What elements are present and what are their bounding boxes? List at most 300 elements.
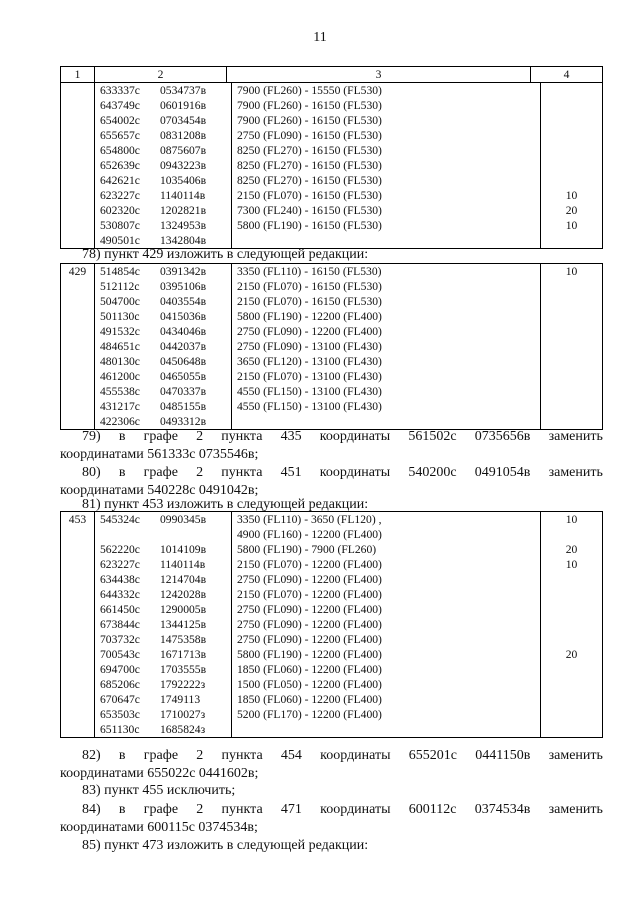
longitude: 1290005в <box>160 603 207 616</box>
word: в <box>118 748 126 763</box>
altitude-range: 2750 (FL090) - 12200 (FL400) <box>232 602 541 617</box>
coordinates-cell <box>95 309 232 324</box>
latitude: 670647с <box>100 693 140 706</box>
latitude: 530807с <box>100 219 140 232</box>
paragraph-82 <box>60 747 603 783</box>
altitude-range: 2150 (FL070) - 16150 (FL530) <box>232 188 541 203</box>
latitude: 562220с <box>100 543 140 556</box>
row-number <box>61 617 95 632</box>
row-number <box>61 158 95 173</box>
table-row <box>61 647 603 662</box>
altitude-range: 2750 (FL090) - 12200 (FL400) <box>232 572 541 587</box>
word: в <box>118 429 126 444</box>
latitude: 642621с <box>100 174 140 187</box>
altitude-range: 5800 (FL190) - 16150 (FL530) <box>232 218 541 233</box>
row-number <box>61 542 95 557</box>
latitude: 694700с <box>100 663 140 676</box>
value-cell <box>541 602 603 617</box>
coordinates-cell <box>95 264 232 280</box>
table-row <box>61 203 603 218</box>
value-cell <box>541 707 603 722</box>
coordinates-cell <box>95 647 232 662</box>
value-cell <box>541 143 603 158</box>
altitude-range: 5800 (FL190) - 12200 (FL400) <box>232 309 541 324</box>
table-row <box>61 83 603 98</box>
coordinates-cell <box>95 98 232 113</box>
paragraph-84 <box>60 801 603 837</box>
word: 435 <box>280 429 302 444</box>
row-number <box>61 203 95 218</box>
table-row <box>61 264 603 280</box>
longitude: 1035406в <box>160 174 207 187</box>
paragraph-79-line-2: координатами 561333с 0735546в; <box>60 447 259 462</box>
value-cell <box>541 692 603 707</box>
value-cell <box>541 128 603 143</box>
coordinates-cell <box>95 677 232 692</box>
altitude-range: 8250 (FL270) - 16150 (FL530) <box>232 158 541 173</box>
altitude-range: 7300 (FL240) - 16150 (FL530) <box>232 203 541 218</box>
word: графе <box>143 748 179 763</box>
longitude: 1342804в <box>160 234 207 247</box>
value-cell <box>541 632 603 647</box>
word: заменить <box>548 465 603 480</box>
longitude: 0465055в <box>160 370 207 383</box>
value-cell <box>541 98 603 113</box>
header-col-4: 4 <box>531 67 603 83</box>
coordinates-cell <box>95 279 232 294</box>
row-number <box>61 128 95 143</box>
row-number <box>61 369 95 384</box>
row-number <box>61 399 95 414</box>
paragraph-84-line-1 <box>60 801 603 819</box>
table-row <box>61 369 603 384</box>
table-row <box>61 279 603 294</box>
coordinates-cell <box>95 324 232 339</box>
longitude: 0442037в <box>160 340 207 353</box>
latitude: 461200с <box>100 370 140 383</box>
row-number <box>61 647 95 662</box>
coordinates-cell <box>95 707 232 722</box>
row-number <box>61 98 95 113</box>
row-number <box>61 83 95 98</box>
value-cell <box>541 527 603 542</box>
value-cell: 20 <box>541 542 603 557</box>
coordinates-cell <box>95 617 232 632</box>
latitude: 685206с <box>100 678 140 691</box>
word: координаты <box>320 748 391 763</box>
value-cell: 10 <box>541 512 603 528</box>
longitude: 0403554в <box>160 295 207 308</box>
coordinates-cell <box>95 203 232 218</box>
table-row <box>61 512 603 528</box>
coordinates-cell <box>95 632 232 647</box>
altitude-range: 1850 (FL060) - 12200 (FL400) <box>232 662 541 677</box>
value-cell <box>541 722 603 738</box>
row-number <box>61 587 95 602</box>
row-number <box>61 692 95 707</box>
latitude: 431217с <box>100 400 140 413</box>
coordinates-cell <box>95 572 232 587</box>
table-header <box>60 66 603 83</box>
table-row <box>61 557 603 572</box>
row-number <box>61 173 95 188</box>
latitude: 514854с <box>100 265 140 278</box>
row-number <box>61 707 95 722</box>
row-number <box>61 143 95 158</box>
word: заменить <box>548 748 603 763</box>
latitude: 501130с <box>100 310 140 323</box>
altitude-range: 2150 (FL070) - 12200 (FL400) <box>232 557 541 572</box>
table-row <box>61 677 603 692</box>
latitude: 623227с <box>100 189 140 202</box>
word: графе <box>143 429 178 444</box>
longitude: 1671713в <box>160 648 207 661</box>
table-row <box>61 128 603 143</box>
coordinates-cell <box>95 557 232 572</box>
longitude: 0703454в <box>160 114 207 127</box>
row-number <box>61 324 95 339</box>
coordinates-cell <box>95 188 232 203</box>
altitude-range: 2150 (FL070) - 16150 (FL530) <box>232 294 541 309</box>
word: пункта <box>221 802 263 817</box>
longitude: 1703555в <box>160 663 207 676</box>
row-number <box>61 384 95 399</box>
latitude: 545324с <box>100 513 140 526</box>
word: 0491054в <box>474 465 531 480</box>
header-col-1: 1 <box>61 67 95 83</box>
longitude: 0493312в <box>160 415 207 428</box>
value-cell <box>541 279 603 294</box>
value-cell: 10 <box>541 557 603 572</box>
word: 2 <box>196 429 204 444</box>
paragraph-80 <box>60 464 603 500</box>
latitude: 654800с <box>100 144 140 157</box>
table-row <box>61 113 603 128</box>
coordinates-cell <box>95 662 232 677</box>
longitude: 1344125в <box>160 618 207 631</box>
table-row <box>61 324 603 339</box>
longitude: 1710027з <box>160 708 206 721</box>
longitude: 0831208в <box>160 129 207 142</box>
value-cell <box>541 173 603 188</box>
table-row <box>61 632 603 647</box>
table-row <box>61 143 603 158</box>
longitude: 1140114в <box>160 189 206 202</box>
altitude-range: 3350 (FL110) - 16150 (FL530) <box>232 264 541 280</box>
word: 84) <box>82 802 101 817</box>
latitude: 643749с <box>100 99 140 112</box>
word: графе <box>143 802 179 817</box>
longitude: 0534737в <box>160 84 207 97</box>
word: заменить <box>548 429 603 444</box>
word: 0441150в <box>475 748 531 763</box>
longitude: 1202821в <box>160 204 207 217</box>
latitude: 602320с <box>100 204 140 217</box>
paragraph-80-line-1 <box>60 464 603 482</box>
table-row <box>61 542 603 557</box>
coordinates-cell <box>95 339 232 354</box>
latitude: 653503с <box>100 708 140 721</box>
word: 454 <box>280 748 302 763</box>
latitude: 673844с <box>100 618 140 631</box>
longitude: 1749113 <box>160 693 201 706</box>
table-row <box>61 399 603 414</box>
word: 471 <box>280 802 302 817</box>
value-cell <box>541 309 603 324</box>
latitude: 422306с <box>100 415 140 428</box>
longitude: 0943223в <box>160 159 207 172</box>
coordinates-cell <box>95 587 232 602</box>
word: графе <box>143 465 178 480</box>
value-cell <box>541 662 603 677</box>
longitude: 1792222з <box>160 678 206 691</box>
latitude: 623227с <box>100 558 140 571</box>
coordinates-cell <box>95 692 232 707</box>
header-col-3: 3 <box>227 67 531 83</box>
altitude-range: 2750 (FL090) - 12200 (FL400) <box>232 632 541 647</box>
latitude: 633337с <box>100 84 140 97</box>
coordinates-cell <box>95 354 232 369</box>
table-row <box>61 384 603 399</box>
paragraph-81: 81) пункт 453 изложить в следующей редакции: <box>82 497 369 512</box>
latitude: 652639с <box>100 159 140 172</box>
word: 561502с <box>408 429 457 444</box>
table-row <box>61 173 603 188</box>
longitude: 0415036в <box>160 310 207 323</box>
row-number <box>61 722 95 738</box>
word: пункта <box>221 429 263 444</box>
coordinates-cell <box>95 113 232 128</box>
value-cell <box>541 83 603 98</box>
longitude: 0470337в <box>160 385 207 398</box>
word: 2 <box>196 465 204 480</box>
latitude: 644332с <box>100 588 140 601</box>
word: 82) <box>82 748 101 763</box>
latitude: 703732с <box>100 633 140 646</box>
latitude: 484651с <box>100 340 140 353</box>
coordinates-cell <box>95 369 232 384</box>
table-row <box>61 309 603 324</box>
coordinates-cell <box>95 173 232 188</box>
table-row <box>61 602 603 617</box>
value-cell <box>541 354 603 369</box>
longitude: 1242028в <box>160 588 207 601</box>
altitude-range: 7900 (FL260) - 15550 (FL530) <box>232 83 541 98</box>
longitude: 1685824з <box>160 723 206 736</box>
value-cell <box>541 677 603 692</box>
latitude: 504700с <box>100 295 140 308</box>
row-number <box>61 218 95 233</box>
word: 655201с <box>408 748 458 763</box>
row-number <box>61 557 95 572</box>
altitude-range: 4550 (FL150) - 13100 (FL430) <box>232 399 541 414</box>
longitude: 0434046в <box>160 325 207 338</box>
table-row <box>61 188 603 203</box>
header-col-2: 2 <box>95 67 227 83</box>
table-row <box>61 527 603 542</box>
altitude-range: 5800 (FL190) - 7900 (FL260) <box>232 542 541 557</box>
row-number <box>61 602 95 617</box>
table-row <box>61 218 603 233</box>
value-cell <box>541 384 603 399</box>
row-number <box>61 339 95 354</box>
word: пункта <box>221 748 263 763</box>
coordinates-cell <box>95 512 232 528</box>
row-number <box>61 572 95 587</box>
latitude: 480130с <box>100 355 140 368</box>
row-number <box>61 279 95 294</box>
row-number <box>61 662 95 677</box>
longitude: 0450648в <box>160 355 207 368</box>
row-number <box>61 527 95 542</box>
coordinates-cell <box>95 143 232 158</box>
latitude: 654002с <box>100 114 140 127</box>
latitude: 651130с <box>100 723 140 736</box>
value-cell <box>541 399 603 414</box>
paragraph-78: 78) пункт 429 изложить в следующей редакции: <box>82 247 369 262</box>
altitude-range: 3650 (FL120) - 13100 (FL430) <box>232 354 541 369</box>
latitude: 700543с <box>100 648 140 661</box>
altitude-range: 7900 (FL260) - 16150 (FL530) <box>232 113 541 128</box>
value-cell <box>541 369 603 384</box>
word: 79) <box>82 429 101 444</box>
row-number <box>61 188 95 203</box>
longitude: 0990345в <box>160 513 207 526</box>
coordinates-cell <box>95 83 232 98</box>
table-row <box>61 98 603 113</box>
coordinates-cell <box>95 218 232 233</box>
page-number: 11 <box>313 30 327 45</box>
table-row <box>61 722 603 738</box>
row-number <box>61 294 95 309</box>
coordinates-table-1 <box>60 83 603 249</box>
paragraph-83: 83) пункт 455 исключить; <box>82 783 236 798</box>
paragraph-80-line-2: координатами 540228с 0491042в; <box>60 483 259 498</box>
word: 451 <box>280 465 302 480</box>
latitude: 512112с <box>100 280 140 293</box>
coordinates-cell <box>95 384 232 399</box>
latitude: 661450с <box>100 603 140 616</box>
paragraph-84-line-2: координатами 600115с 0374534в; <box>60 820 258 835</box>
table-row <box>61 158 603 173</box>
altitude-range: 2150 (FL070) - 16150 (FL530) <box>232 279 541 294</box>
longitude: 1475358в <box>160 633 207 646</box>
latitude: 634438с <box>100 573 140 586</box>
value-cell: 20 <box>541 203 603 218</box>
latitude: 655657с <box>100 129 140 142</box>
value-cell: 10 <box>541 218 603 233</box>
longitude: 1214704в <box>160 573 207 586</box>
altitude-range: 7900 (FL260) - 16150 (FL530) <box>232 98 541 113</box>
row-number: 453 <box>61 512 95 528</box>
word: заменить <box>548 802 603 817</box>
word: 2 <box>196 748 204 763</box>
longitude: 0485155в <box>160 400 207 413</box>
altitude-range: 4550 (FL150) - 13100 (FL430) <box>232 384 541 399</box>
value-cell <box>541 113 603 128</box>
table-row <box>61 587 603 602</box>
altitude-range: 2150 (FL070) - 12200 (FL400) <box>232 587 541 602</box>
row-number <box>61 354 95 369</box>
altitude-range: 1850 (FL060) - 12200 (FL400) <box>232 692 541 707</box>
word: 0735656в <box>474 429 531 444</box>
coordinates-cell <box>95 602 232 617</box>
paragraph-82-line-1 <box>60 747 603 765</box>
table-row <box>61 339 603 354</box>
value-cell: 10 <box>541 188 603 203</box>
value-cell <box>541 294 603 309</box>
word: в <box>118 802 126 817</box>
word: 540200с <box>408 465 457 480</box>
altitude-range <box>232 722 541 738</box>
longitude: 0601916в <box>160 99 207 112</box>
altitude-range: 4900 (FL160) - 12200 (FL400) <box>232 527 541 542</box>
word: 2 <box>196 802 204 817</box>
value-cell <box>541 572 603 587</box>
coordinates-cell <box>95 294 232 309</box>
table-row <box>61 354 603 369</box>
value-cell: 20 <box>541 647 603 662</box>
row-number: 429 <box>61 264 95 280</box>
coordinates-cell <box>95 399 232 414</box>
table-row <box>61 617 603 632</box>
longitude: 1140114в <box>160 558 206 571</box>
value-cell <box>541 158 603 173</box>
value-cell: 10 <box>541 264 603 280</box>
paragraph-82-line-2: координатами 655022с 0441602в; <box>60 766 259 781</box>
row-number <box>61 677 95 692</box>
altitude-range: 5800 (FL190) - 12200 (FL400) <box>232 647 541 662</box>
word: 80) <box>82 465 101 480</box>
altitude-range: 2750 (FL090) - 12200 (FL400) <box>232 617 541 632</box>
table-row <box>61 692 603 707</box>
latitude: 455538с <box>100 385 140 398</box>
value-cell <box>541 339 603 354</box>
coordinates-cell <box>95 722 232 738</box>
coordinates-cell <box>95 542 232 557</box>
coordinates-table-3 <box>60 511 603 738</box>
word: координаты <box>319 429 391 444</box>
word: 0374534в <box>474 802 531 817</box>
longitude: 0395106в <box>160 280 207 293</box>
word: 600112с <box>408 802 457 817</box>
paragraph-79-line-1 <box>60 428 603 446</box>
coordinates-cell <box>95 128 232 143</box>
latitude: 491532с <box>100 325 140 338</box>
value-cell <box>541 324 603 339</box>
altitude-range: 3350 (FL110) - 3650 (FL120) , <box>232 512 541 528</box>
table-row <box>61 707 603 722</box>
altitude-range: 8250 (FL270) - 16150 (FL530) <box>232 143 541 158</box>
word: пункта <box>221 465 263 480</box>
table-row <box>61 662 603 677</box>
row-number <box>61 632 95 647</box>
altitude-range: 2750 (FL090) - 13100 (FL430) <box>232 339 541 354</box>
word: в <box>118 465 126 480</box>
longitude: 0391342в <box>160 265 207 278</box>
coordinates-cell <box>95 158 232 173</box>
coordinates-table-2 <box>60 263 603 430</box>
word: координаты <box>319 465 391 480</box>
altitude-range: 8250 (FL270) - 16150 (FL530) <box>232 173 541 188</box>
value-cell <box>541 617 603 632</box>
paragraph-79 <box>60 428 603 464</box>
row-number <box>61 113 95 128</box>
coordinates-cell <box>95 527 232 542</box>
latitude: 490501с <box>100 234 140 247</box>
longitude: 0875607в <box>160 144 207 157</box>
word: координаты <box>320 802 391 817</box>
